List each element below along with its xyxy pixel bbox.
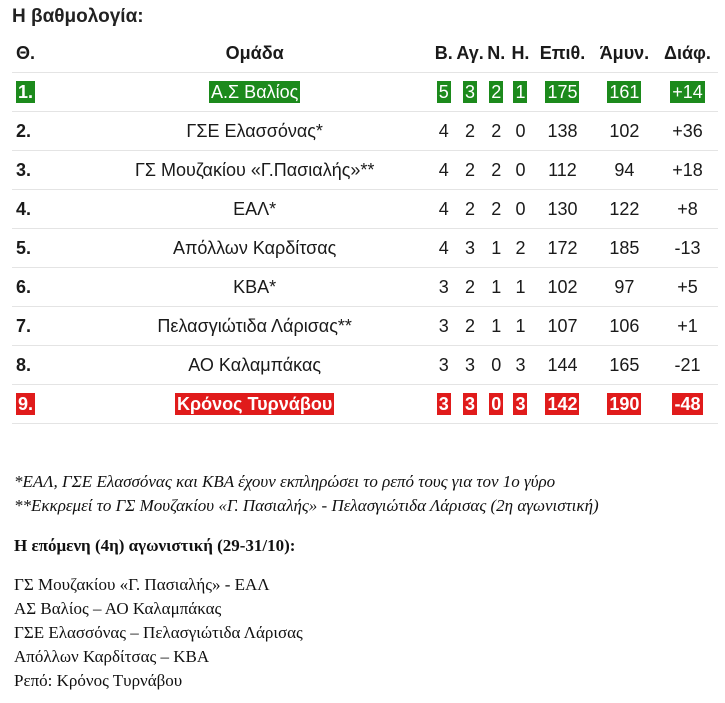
cell-won bbox=[485, 229, 508, 268]
cell-difference-text: -48 bbox=[674, 394, 701, 414]
cell-won bbox=[485, 385, 508, 424]
table-row bbox=[12, 346, 718, 385]
footnote: **Εκκρεμεί το ΓΣ Μουζακίου «Γ. Πασιαλής» - Πελασγιώτιδα Λάρισας (2η αγωνιστική) bbox=[14, 496, 599, 515]
cell-points-for bbox=[533, 268, 592, 307]
cell-won-text: 2 bbox=[491, 120, 502, 141]
cell-lost-text: 0 bbox=[515, 120, 526, 141]
cell-team-text: ΚΒΑ* bbox=[233, 276, 277, 297]
cell-games-text: 3 bbox=[465, 82, 476, 102]
cell-lost bbox=[508, 385, 533, 424]
cell-won bbox=[485, 307, 508, 346]
cell-lost bbox=[508, 73, 533, 112]
cell-lost bbox=[508, 268, 533, 307]
cell-lost bbox=[508, 346, 533, 385]
cell-difference-text: +1 bbox=[677, 315, 698, 336]
cell-points-against bbox=[592, 190, 657, 229]
fixture-item: Απόλλων Καρδίτσας – ΚΒΑ bbox=[14, 647, 210, 666]
fixtures-list bbox=[14, 573, 303, 693]
cell-wins-text: 4 bbox=[438, 237, 449, 258]
cell-lost-text: 0 bbox=[515, 198, 526, 219]
cell-won-text: 0 bbox=[491, 354, 502, 375]
col-won: Ν. bbox=[485, 34, 508, 73]
cell-difference-text: -13 bbox=[674, 237, 701, 258]
cell-position-text: 4. bbox=[16, 198, 32, 219]
cell-wins-text: 4 bbox=[438, 120, 449, 141]
cell-position bbox=[12, 112, 77, 151]
cell-points-for-text: 175 bbox=[547, 82, 578, 102]
cell-points-for bbox=[533, 112, 592, 151]
cell-difference bbox=[657, 268, 718, 307]
cell-won bbox=[485, 73, 508, 112]
cell-won-text: 0 bbox=[491, 394, 502, 414]
cell-position bbox=[12, 229, 77, 268]
cell-won-text: 2 bbox=[491, 159, 502, 180]
cell-points-against bbox=[592, 307, 657, 346]
cell-lost-text: 0 bbox=[515, 159, 526, 180]
cell-position-text: 2. bbox=[16, 120, 32, 141]
cell-difference-text: +14 bbox=[672, 82, 703, 102]
cell-lost-text: 1 bbox=[515, 276, 526, 297]
cell-lost-text: 1 bbox=[515, 82, 526, 102]
fixture-item: Ρεπό: Κρόνος Τυρνάβου bbox=[14, 671, 183, 690]
cell-lost bbox=[508, 112, 533, 151]
cell-won bbox=[485, 268, 508, 307]
table-row bbox=[12, 112, 718, 151]
cell-won-text: 2 bbox=[491, 82, 502, 102]
cell-team-text: ΓΣ Μουζακίου «Γ.Πασιαλής»** bbox=[134, 159, 375, 180]
cell-lost-text: 1 bbox=[515, 315, 526, 336]
cell-team bbox=[77, 229, 432, 268]
cell-difference bbox=[657, 190, 718, 229]
cell-difference bbox=[657, 229, 718, 268]
cell-lost bbox=[508, 190, 533, 229]
col-position: Θ. bbox=[12, 34, 77, 73]
table-row bbox=[12, 151, 718, 190]
cell-won-text: 2 bbox=[491, 198, 502, 219]
cell-difference-text: +5 bbox=[677, 276, 698, 297]
cell-wins-text: 3 bbox=[438, 276, 449, 297]
cell-position-text: 9. bbox=[18, 394, 34, 414]
cell-team-text: Κρόνος Τυρνάβου bbox=[177, 394, 333, 414]
cell-wins-text: 4 bbox=[438, 198, 449, 219]
cell-wins bbox=[432, 190, 455, 229]
cell-games-text: 2 bbox=[465, 276, 476, 297]
cell-games bbox=[455, 346, 484, 385]
fixture-item: ΑΣ Βαλίος – ΑΟ Καλαμπάκας bbox=[14, 599, 222, 618]
next-round-title: Η επόμενη (4η) αγωνιστική (29-31/10): bbox=[14, 536, 296, 555]
cell-wins bbox=[432, 73, 455, 112]
cell-points-against-text: 190 bbox=[609, 394, 640, 414]
cell-games bbox=[455, 385, 484, 424]
cell-team-text: ΑΟ Καλαμπάκας bbox=[188, 354, 322, 375]
cell-wins bbox=[432, 112, 455, 151]
cell-difference bbox=[657, 151, 718, 190]
cell-games-text: 2 bbox=[465, 315, 476, 336]
cell-position-text: 7. bbox=[16, 315, 32, 336]
table-row bbox=[12, 307, 718, 346]
cell-position bbox=[12, 346, 77, 385]
cell-wins bbox=[432, 151, 455, 190]
cell-points-for bbox=[533, 346, 592, 385]
cell-wins bbox=[432, 229, 455, 268]
cell-points-against-text: 97 bbox=[614, 276, 635, 297]
cell-position-text: 8. bbox=[16, 354, 32, 375]
footnotes bbox=[14, 470, 599, 518]
standings-heading: Η βαθμολογία: bbox=[12, 6, 144, 27]
cell-points-for-text: 172 bbox=[547, 237, 578, 258]
cell-games bbox=[455, 229, 484, 268]
cell-points-for bbox=[533, 307, 592, 346]
cell-points-for bbox=[533, 73, 592, 112]
cell-team bbox=[77, 346, 432, 385]
cell-team-text: ΓΣΕ Ελασσόνας* bbox=[186, 120, 323, 141]
cell-difference bbox=[657, 73, 718, 112]
cell-team bbox=[77, 112, 432, 151]
cell-games-text: 2 bbox=[465, 198, 476, 219]
cell-points-for-text: 144 bbox=[547, 354, 578, 375]
standings-table bbox=[12, 34, 718, 424]
cell-points-against-text: 106 bbox=[609, 315, 640, 336]
cell-points-against-text: 185 bbox=[609, 237, 640, 258]
cell-position bbox=[12, 268, 77, 307]
cell-points-for-text: 112 bbox=[548, 159, 577, 180]
cell-games bbox=[455, 190, 484, 229]
cell-position-text: 1. bbox=[18, 82, 34, 102]
cell-points-for-text: 107 bbox=[547, 315, 578, 336]
cell-games bbox=[455, 268, 484, 307]
col-lost: Η. bbox=[508, 34, 533, 73]
cell-wins-text: 5 bbox=[438, 82, 449, 102]
cell-won bbox=[485, 190, 508, 229]
cell-points-for-text: 130 bbox=[547, 198, 578, 219]
cell-team-text: Πελασγιώτιδα Λάρισας** bbox=[157, 315, 352, 336]
cell-points-for-text: 138 bbox=[547, 120, 578, 141]
cell-won-text: 1 bbox=[491, 315, 502, 336]
cell-games-text: 3 bbox=[465, 237, 476, 258]
cell-won-text: 1 bbox=[491, 276, 502, 297]
table-row bbox=[12, 190, 718, 229]
cell-points-against bbox=[592, 346, 657, 385]
cell-position bbox=[12, 151, 77, 190]
cell-won bbox=[485, 346, 508, 385]
cell-position-text: 5. bbox=[16, 237, 32, 258]
standings-body bbox=[12, 73, 718, 424]
col-difference: Διάφ. bbox=[657, 34, 718, 73]
cell-points-against-text: 102 bbox=[609, 120, 640, 141]
col-points-against: Άμυν. bbox=[592, 34, 657, 73]
cell-wins bbox=[432, 346, 455, 385]
cell-team bbox=[77, 73, 432, 112]
cell-games-text: 3 bbox=[465, 354, 476, 375]
cell-team bbox=[77, 190, 432, 229]
cell-wins bbox=[432, 307, 455, 346]
cell-position bbox=[12, 307, 77, 346]
cell-games bbox=[455, 112, 484, 151]
cell-team-text: Απόλλων Καρδίτσας bbox=[172, 237, 337, 258]
cell-team bbox=[77, 307, 432, 346]
fixture-item: ΓΣΕ Ελασσόνας – Πελασγιώτιδα Λάρισας bbox=[14, 623, 303, 642]
footnote: *ΕΑΛ, ΓΣΕ Ελασσόνας και ΚΒΑ έχουν εκπληρώσει το ρεπό τους για τον 1ο γύρο bbox=[14, 472, 556, 491]
cell-games-text: 2 bbox=[465, 159, 476, 180]
cell-points-against bbox=[592, 385, 657, 424]
cell-points-for bbox=[533, 229, 592, 268]
cell-wins bbox=[432, 268, 455, 307]
fixture-item: ΓΣ Μουζακίου «Γ. Πασιαλής» - ΕΑΛ bbox=[14, 575, 270, 594]
cell-difference bbox=[657, 307, 718, 346]
table-row bbox=[12, 385, 718, 424]
cell-position-text: 6. bbox=[16, 276, 32, 297]
cell-difference-text: +36 bbox=[672, 120, 703, 141]
col-team: Ομάδα bbox=[77, 34, 432, 73]
cell-difference bbox=[657, 112, 718, 151]
cell-lost-text: 3 bbox=[515, 394, 526, 414]
cell-wins-text: 4 bbox=[438, 159, 449, 180]
cell-wins-text: 3 bbox=[438, 394, 449, 414]
cell-points-for bbox=[533, 190, 592, 229]
cell-games bbox=[455, 151, 484, 190]
cell-points-for-text: 102 bbox=[547, 276, 578, 297]
cell-games bbox=[455, 307, 484, 346]
col-wins: Β. bbox=[432, 34, 455, 73]
cell-difference-text: -21 bbox=[674, 354, 701, 375]
cell-points-against bbox=[592, 151, 657, 190]
cell-points-against-text: 165 bbox=[609, 354, 640, 375]
cell-points-for bbox=[533, 151, 592, 190]
cell-position bbox=[12, 385, 77, 424]
table-row bbox=[12, 268, 718, 307]
cell-points-for bbox=[533, 385, 592, 424]
cell-won bbox=[485, 151, 508, 190]
cell-lost bbox=[508, 151, 533, 190]
cell-games-text: 2 bbox=[465, 120, 476, 141]
cell-wins bbox=[432, 385, 455, 424]
cell-team bbox=[77, 151, 432, 190]
table-header-row bbox=[12, 34, 718, 73]
cell-points-against-text: 161 bbox=[609, 82, 640, 102]
cell-difference bbox=[657, 385, 718, 424]
cell-difference bbox=[657, 346, 718, 385]
table-row bbox=[12, 73, 718, 112]
cell-points-for-text: 142 bbox=[547, 394, 578, 414]
cell-position-text: 3. bbox=[16, 159, 32, 180]
cell-team bbox=[77, 268, 432, 307]
cell-wins-text: 3 bbox=[438, 354, 449, 375]
cell-difference-text: +18 bbox=[672, 159, 703, 180]
cell-lost bbox=[508, 229, 533, 268]
col-points-for: Επιθ. bbox=[533, 34, 592, 73]
cell-difference-text: +8 bbox=[677, 198, 698, 219]
cell-games bbox=[455, 73, 484, 112]
cell-wins-text: 3 bbox=[438, 315, 449, 336]
cell-position bbox=[12, 73, 77, 112]
cell-position bbox=[12, 190, 77, 229]
cell-points-against bbox=[592, 229, 657, 268]
table-row bbox=[12, 229, 718, 268]
cell-points-against-text: 94 bbox=[614, 159, 635, 180]
cell-team bbox=[77, 385, 432, 424]
cell-won bbox=[485, 112, 508, 151]
cell-points-against bbox=[592, 112, 657, 151]
cell-lost bbox=[508, 307, 533, 346]
cell-points-against bbox=[592, 268, 657, 307]
cell-won-text: 1 bbox=[491, 237, 502, 258]
cell-lost-text: 3 bbox=[515, 354, 526, 375]
cell-games-text: 3 bbox=[465, 394, 476, 414]
col-games: Αγ. bbox=[455, 34, 484, 73]
cell-team-text: ΕΑΛ* bbox=[233, 198, 277, 219]
cell-lost-text: 2 bbox=[515, 237, 526, 258]
cell-points-against-text: 122 bbox=[609, 198, 640, 219]
cell-points-against bbox=[592, 73, 657, 112]
cell-team-text: Α.Σ Βαλίος bbox=[211, 82, 299, 102]
